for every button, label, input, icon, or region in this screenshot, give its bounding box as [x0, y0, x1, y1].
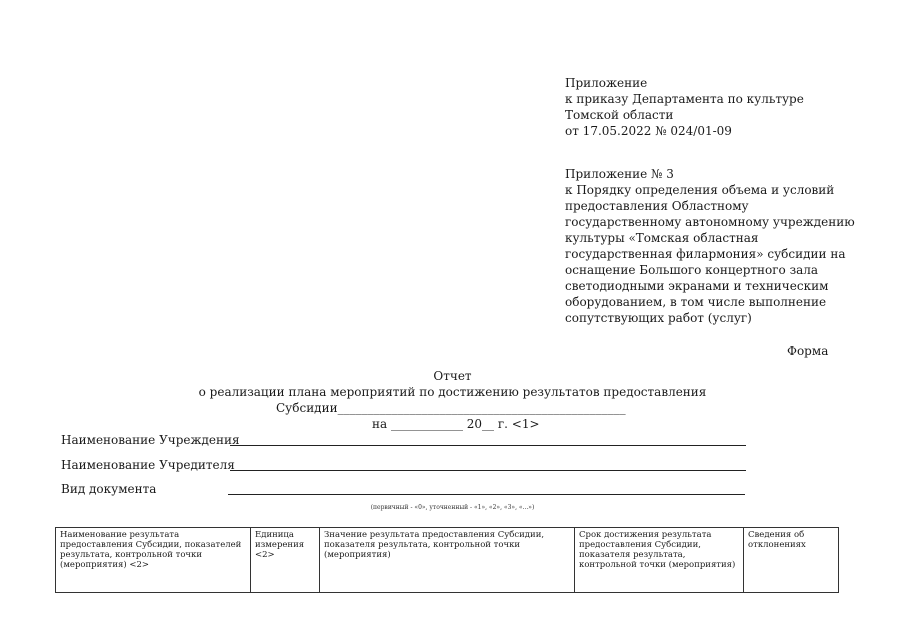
appendix3-line: оснащение Большого концертного зала — [565, 263, 819, 277]
appendix3-line: культуры «Томская областная — [565, 231, 759, 245]
date-line: на ____________ 20__ г. <1> — [372, 417, 540, 431]
doc-type-label: Вид документа — [61, 482, 157, 496]
doc-type-hint: (первичный - «0», уточненный - «1», «2», «3», «...») — [370, 504, 535, 511]
appendix3-line: Приложение № 3 — [565, 167, 674, 181]
form-label: Форма — [787, 344, 829, 358]
header-cell-deviations: Сведения об отклонениях — [744, 528, 839, 593]
institution-field[interactable] — [230, 445, 746, 446]
appendix-line: Томской области — [565, 108, 674, 122]
table-header-row — [56, 528, 839, 593]
report-title: Отчет — [433, 369, 472, 383]
appendix3-line: государственному автономному учреждению — [565, 215, 855, 229]
appendix-line: от 17.05.2022 № 024/01-09 — [565, 124, 732, 138]
appendix-line: Приложение — [565, 76, 648, 90]
founder-label: Наименование Учредителя — [61, 458, 235, 472]
appendix3-line: светодиодными экранами и техническим — [565, 279, 829, 293]
appendix3-line: оборудованием, в том числе выполнение — [565, 295, 827, 309]
appendix3-line: государственная филармония» субсидии на — [565, 247, 846, 261]
report-subtitle: о реализации плана мероприятий по достижению результатов предоставления — [198, 385, 707, 399]
header-cell-value: Значение результата предоставления Субсидии, показателя результата, контрольной точки (мероприятия) — [320, 528, 575, 593]
header-cell-result-name: Наименование результата предоставления Субсидии, показателей результата, контрольной точки (мероприятия) <2> — [56, 528, 251, 593]
report-table — [55, 527, 839, 593]
doc-type-field[interactable] — [228, 494, 745, 495]
subsidy-line: Субсидии________________________________________________ — [276, 401, 626, 415]
header-cell-unit: Единица измерения <2> — [251, 528, 320, 593]
appendix3-line: предоставления Областному — [565, 199, 749, 213]
appendix3-line: сопутствующих работ (услуг) — [565, 311, 752, 325]
appendix-line: к приказу Департамента по культуре — [565, 92, 804, 106]
appendix3-line: к Порядку определения объема и условий — [565, 183, 835, 197]
founder-field[interactable] — [230, 470, 746, 471]
header-cell-deadline: Срок достижения результата предоставления Субсидии, показателя результата, контрольной точки (мероприятия) — [575, 528, 744, 593]
institution-label: Наименование Учреждения — [61, 433, 240, 447]
